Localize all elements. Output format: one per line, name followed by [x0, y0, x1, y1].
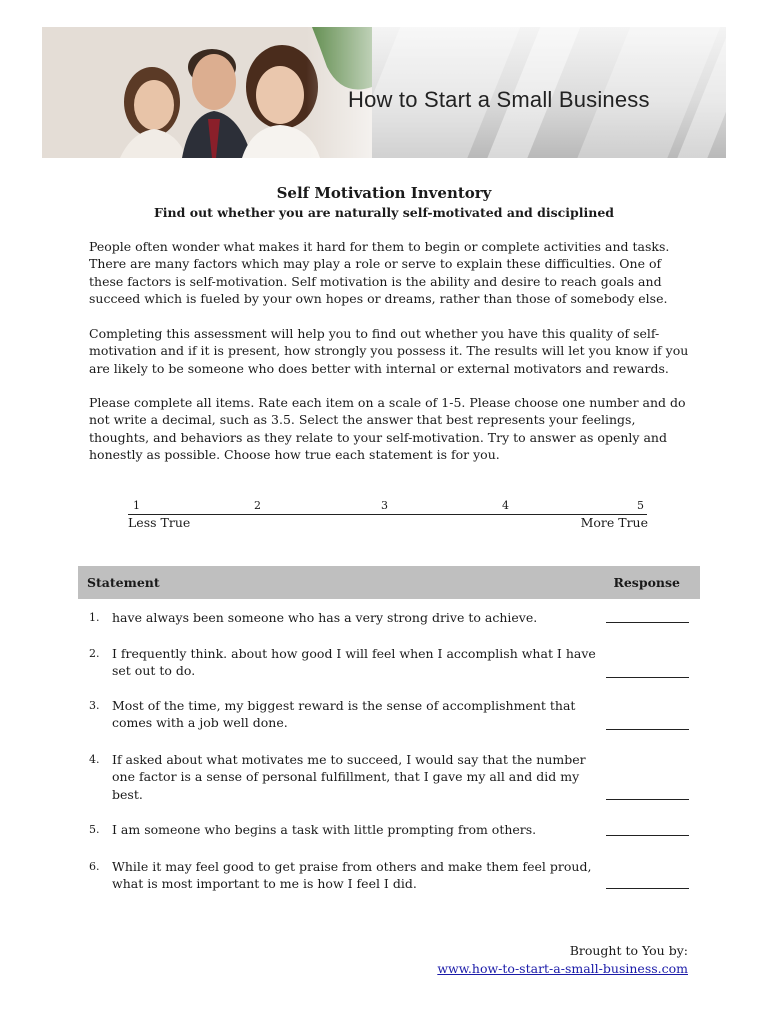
response-blank[interactable]	[606, 888, 689, 889]
response-header: Response	[613, 575, 680, 590]
item-number: 6.	[89, 860, 100, 873]
item-statement: While it may feel good to get praise from others and make them feel proud, what is most important to me is how I feel I did.	[112, 859, 592, 892]
item-statement: Most of the time, my biggest reward is the sense of accomplishment that comes with a job well done.	[112, 698, 576, 731]
statement-header: Statement	[87, 575, 160, 590]
business-people-photo	[42, 27, 372, 158]
item-number: 1.	[89, 611, 100, 624]
item-statement: I am someone who begins a task with little prompting from others.	[112, 822, 537, 837]
response-blank[interactable]	[606, 622, 689, 623]
scale-line	[128, 514, 647, 515]
response-blank[interactable]	[606, 729, 689, 730]
assessment-paragraph: Completing this assessment will help you to find out whether you have this quality of self-motivation and if it is present, how strongly you possess it. The results will let you know if you are likely to be someone who does better with internal or external motivators and rewards.	[89, 326, 689, 376]
document-subtitle: Find out whether you are naturally self-motivated and disciplined	[153, 205, 615, 220]
item-number: 5.	[89, 823, 100, 836]
item-statement: have always been someone who has a very strong drive to achieve.	[112, 610, 538, 625]
scale-number: 2	[254, 499, 261, 512]
scale-number: 4	[502, 499, 509, 512]
item-number: 2.	[89, 647, 100, 660]
scale-high-label: More True	[580, 515, 648, 530]
scale-low-label: Less True	[128, 515, 191, 530]
response-blank[interactable]	[606, 677, 689, 678]
header-banner	[42, 27, 726, 158]
scale-number: 5	[637, 499, 644, 512]
item-statement: If asked about what motivates me to succeed, I would say that the number one factor is a sense of personal fulfillment, that I gave my all and did my best.	[112, 752, 586, 802]
item-statement: I frequently think. about how good I will feel when I accomplish what I have set out to do.	[112, 646, 596, 679]
website-link[interactable]: www.how-to-start-a-small-business.com	[437, 961, 688, 976]
item-number: 4.	[89, 753, 100, 766]
document-title: Self Motivation Inventory	[276, 184, 492, 202]
intro-paragraph: People often wonder what makes it hard for them to begin or complete activities and tasks. There are many factors which may play a role or serve to explain these difficulties. One of these factors is self-motivation. Self motivation is the ability and desire to reach goals and succeed which is fueled by your own hopes or dreams, rather than those of somebody else.	[89, 239, 670, 306]
response-blank[interactable]	[606, 835, 689, 836]
banner-title: How to Start a Small Business	[348, 87, 650, 112]
scale-number: 3	[381, 499, 388, 512]
brought-by-text: Brought to You by:	[569, 943, 688, 958]
instructions-paragraph: Please complete all items. Rate each item on a scale of 1-5. Please choose one number and do not write a decimal, such as 3.5. Select the answer that best represents your feelings, thoughts, and behaviors as they relate to your self-motivation. Try to answer as openly and honestly as possible. Choose how true each statement is for you.	[89, 395, 686, 462]
item-number: 3.	[89, 699, 100, 712]
response-blank[interactable]	[606, 799, 689, 800]
scale-number: 1	[133, 499, 140, 512]
table-header	[78, 566, 700, 599]
